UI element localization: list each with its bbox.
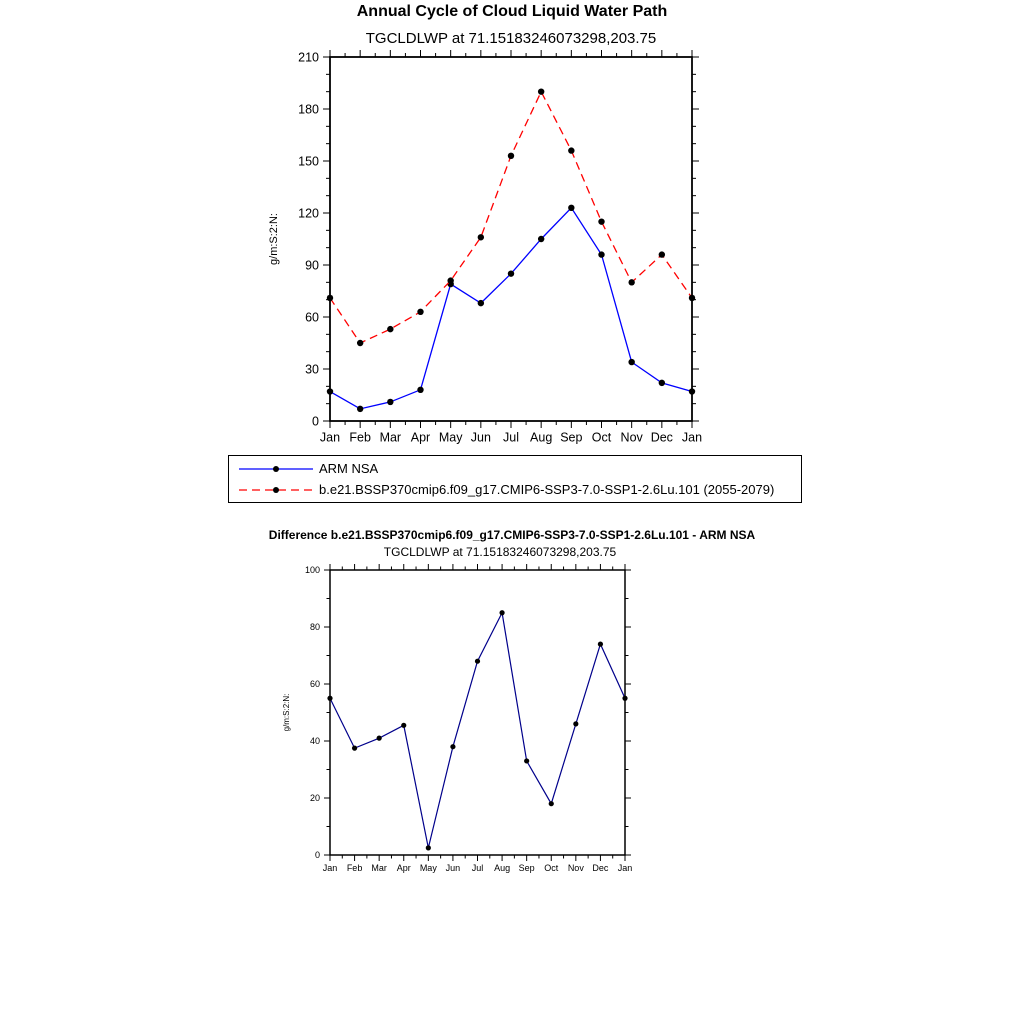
svg-text:210: 210 bbox=[298, 50, 319, 65]
svg-text:Jan: Jan bbox=[617, 863, 633, 873]
svg-text:Dec: Dec bbox=[650, 430, 673, 445]
svg-text:Feb: Feb bbox=[346, 863, 363, 873]
legend-item-model-run bbox=[229, 479, 801, 500]
difference-plot bbox=[255, 564, 655, 884]
svg-text:Dec: Dec bbox=[592, 863, 609, 873]
svg-text:150: 150 bbox=[298, 154, 319, 169]
svg-text:Nov: Nov bbox=[620, 430, 643, 445]
svg-text:80: 80 bbox=[309, 622, 320, 633]
legend-item-arm-nsa bbox=[229, 458, 801, 479]
svg-text:Oct: Oct bbox=[544, 863, 559, 873]
svg-text:30: 30 bbox=[305, 362, 319, 377]
difference-chart bbox=[0, 524, 1024, 924]
svg-text:Jan: Jan bbox=[681, 430, 703, 445]
svg-text:Aug: Aug bbox=[494, 863, 511, 873]
svg-text:Aug: Aug bbox=[530, 430, 553, 445]
legend-label-arm-nsa: ARM NSA bbox=[319, 461, 379, 476]
red-dashed-line-marker-icon bbox=[237, 482, 315, 498]
svg-text:40: 40 bbox=[309, 736, 320, 747]
svg-text:Jul: Jul bbox=[471, 863, 484, 873]
svg-text:Jun: Jun bbox=[470, 430, 491, 445]
svg-text:Nov: Nov bbox=[567, 863, 584, 873]
svg-text:100: 100 bbox=[304, 565, 320, 576]
svg-text:Jun: Jun bbox=[445, 863, 461, 873]
svg-text:Sep: Sep bbox=[518, 863, 535, 873]
svg-text:60: 60 bbox=[309, 679, 320, 690]
svg-text:Jan: Jan bbox=[322, 863, 338, 873]
svg-text:Jul: Jul bbox=[503, 430, 519, 445]
svg-text:Apr: Apr bbox=[410, 430, 431, 445]
svg-text:180: 180 bbox=[298, 102, 319, 117]
legend-box bbox=[228, 455, 802, 503]
svg-text:20: 20 bbox=[309, 793, 320, 804]
svg-text:Jan: Jan bbox=[319, 430, 341, 445]
legend-label-model-run: b.e21.BSSP370cmip6.f09_g17.CMIP6-SSP3-7.0-SSP1-2.6Lu.101 (2055-2079) bbox=[319, 482, 775, 497]
svg-text:120: 120 bbox=[298, 206, 319, 221]
svg-text:Mar: Mar bbox=[371, 863, 387, 873]
chart-subtitle: TGCLDLWP at 71.15183246073298,203.75 bbox=[365, 30, 657, 47]
svg-text:0: 0 bbox=[314, 850, 320, 861]
svg-text:Sep: Sep bbox=[560, 430, 583, 445]
difference-chart-title: Difference b.e21.BSSP370cmip6.f09_g17.CMIP6-SSP3-7.0-SSP1-2.6Lu.101 - ARM NSA bbox=[268, 528, 756, 542]
svg-text:Oct: Oct bbox=[591, 430, 612, 445]
svg-text:Feb: Feb bbox=[349, 430, 371, 445]
svg-text:0: 0 bbox=[312, 414, 319, 429]
svg-text:g/m:S:2:N:: g/m:S:2:N: bbox=[268, 213, 280, 265]
chart-title: Annual Cycle of Cloud Liquid Water Path bbox=[356, 3, 668, 20]
svg-text:g/m:S:2:N:: g/m:S:2:N: bbox=[282, 693, 291, 732]
annual-cycle-plot bbox=[250, 48, 720, 448]
svg-text:60: 60 bbox=[305, 310, 319, 325]
svg-text:90: 90 bbox=[305, 258, 319, 273]
svg-text:May: May bbox=[419, 863, 437, 873]
svg-text:May: May bbox=[438, 430, 463, 445]
blue-solid-line-marker-icon bbox=[237, 461, 315, 477]
svg-text:Apr: Apr bbox=[396, 863, 411, 873]
difference-chart-subtitle: TGCLDLWP at 71.15183246073298,203.75 bbox=[383, 545, 617, 559]
svg-text:Mar: Mar bbox=[379, 430, 402, 445]
